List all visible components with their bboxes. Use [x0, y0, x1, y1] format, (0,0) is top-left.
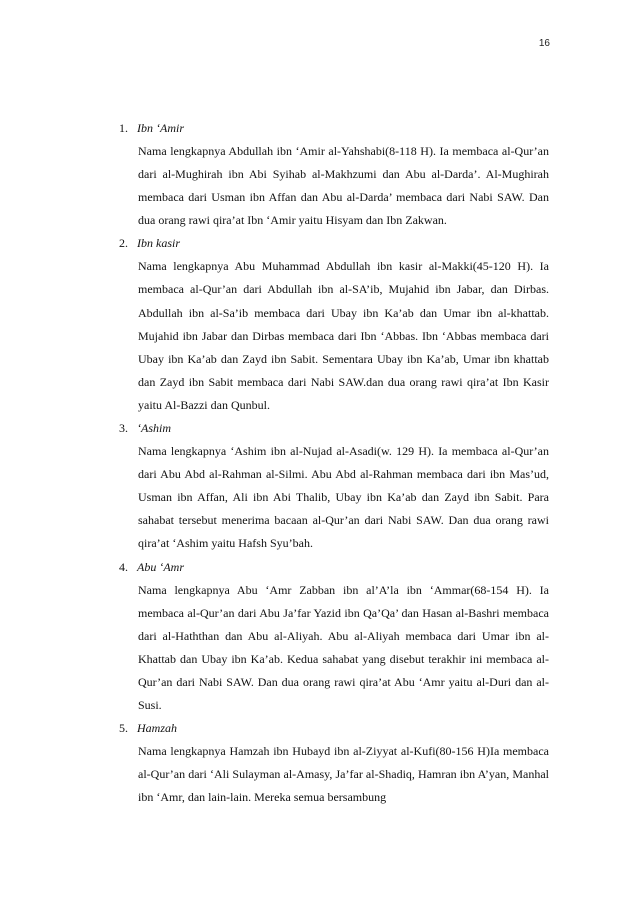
section-ibn-amir [119, 117, 549, 232]
section-number: 4. [119, 559, 128, 574]
section-heading [119, 232, 549, 255]
section-number: 2. [119, 236, 128, 251]
section-number: 5. [119, 721, 128, 736]
section-title: Abu ‘Amr [137, 559, 184, 574]
section-title: Ibn kasir [137, 236, 180, 251]
section-abu-amr [119, 556, 549, 718]
section-body: Nama lengkapnya Abu Muhammad Abdullah ibn kasir al-Makki(45-120 H). Ia membaca al-Qur’an dari Abdullah ibn al-SA’ib, Mujahid ibn Jabar, dan Dirbas. Abdullah ibn al-Sa’ib membaca dari Ubay ibn Ka’ab dan Umar ibn al-khattab. Mujahid ibn Jabar dan Dirbas membaca dari Ibn ‘Abbas. Ibn ‘Abbas membaca dari Ubay ibn Ka’ab dan Zayd ibn Sabit. Sementara Ubay ibn Ka’ab, Umar ibn khattab dan Zayd ibn Sabit membaca dari Nabi SAW.dan dua orang rawi qira’at Ibn Kasir yaitu Al-Bazzi dan Qunbul. [138, 259, 549, 412]
section-title: ‘Ashim [137, 421, 171, 436]
section-number: 1. [119, 121, 128, 135]
section-ashim [119, 417, 549, 555]
section-body: Nama lengkapnya ‘Ashim ibn al-Nujad al-Asadi(w. 129 H). Ia membaca al-Qur’an dari Abu Abd al-Rahman al-Silmi. Abu Abd al-Rahman membaca dari ibn Mas’ud, Usman ibn Affan, Ali ibn Abi Thalib, Ubay ibn Ka’ab dan Zayd ibn Sabit. Para sahabat tersebut menerima bacaan al-Qur’an dari Nabi SAW. Dan dua orang rawi qira’at ‘Ashim yaitu Hafsh Syu’bah. [138, 444, 549, 551]
section-title: Ibn ‘Amir [137, 121, 184, 135]
section-heading [119, 417, 549, 440]
section-body: Nama lengkapnya Abdullah ibn ‘Amir al-Yahshabi(8-118 H). Ia membaca al-Qur’an dari al-Mughirah ibn Abi Syihab al-Makhzumi dan Abu al-Darda’. Al-Mughirah membaca dari Usman ibn Affan dan Abu al-Darda’ membaca dari Nabi SAW. Dan dua orang rawi qira’at Ibn ‘Amir yaitu Hisyam dan Ibn Zakwan. [138, 144, 549, 228]
page-number: 16 [538, 38, 550, 49]
section-ibn-kasir [119, 232, 549, 417]
page-content [119, 117, 549, 809]
section-body: Nama lengkapnya Hamzah ibn Hubayd ibn al-Ziyyat al-Kufi(80-156 H)Ia membaca al-Qur’an dari ‘Ali Sulayman al-Amasy, Ja’far al-Shadiq, Hamran ibn A’yan, Manhal ibn ‘Amr, dan lain-lain. Mereka semua bersambung [138, 744, 549, 805]
section-number: 3. [119, 421, 128, 436]
section-title: Hamzah [137, 721, 178, 736]
section-body: Nama lengkapnya Abu ‘Amr Zabban ibn al’A’la ibn ‘Ammar(68-154 H). Ia membaca al-Qur’an dari Abu Ja’far Yazid ibn Qa’Qa’ dan Hasan al-Bashri membaca dari al-Haththan dan Abu al-Aliyah. Abu al-Aliyah membaca dari Umar ibn al-Khattab dan Ubay ibn Ka’ab. Kedua sahabat yang disebut terakhir ini membaca al-Qur’an dari Nabi SAW. Dan dua orang rawi qira’at Abu ‘Amr yaitu al-Duri dan al-Susi. [138, 582, 549, 712]
section-heading [119, 717, 549, 740]
section-hamzah [119, 717, 549, 809]
section-heading [119, 117, 549, 140]
section-heading [119, 556, 549, 579]
